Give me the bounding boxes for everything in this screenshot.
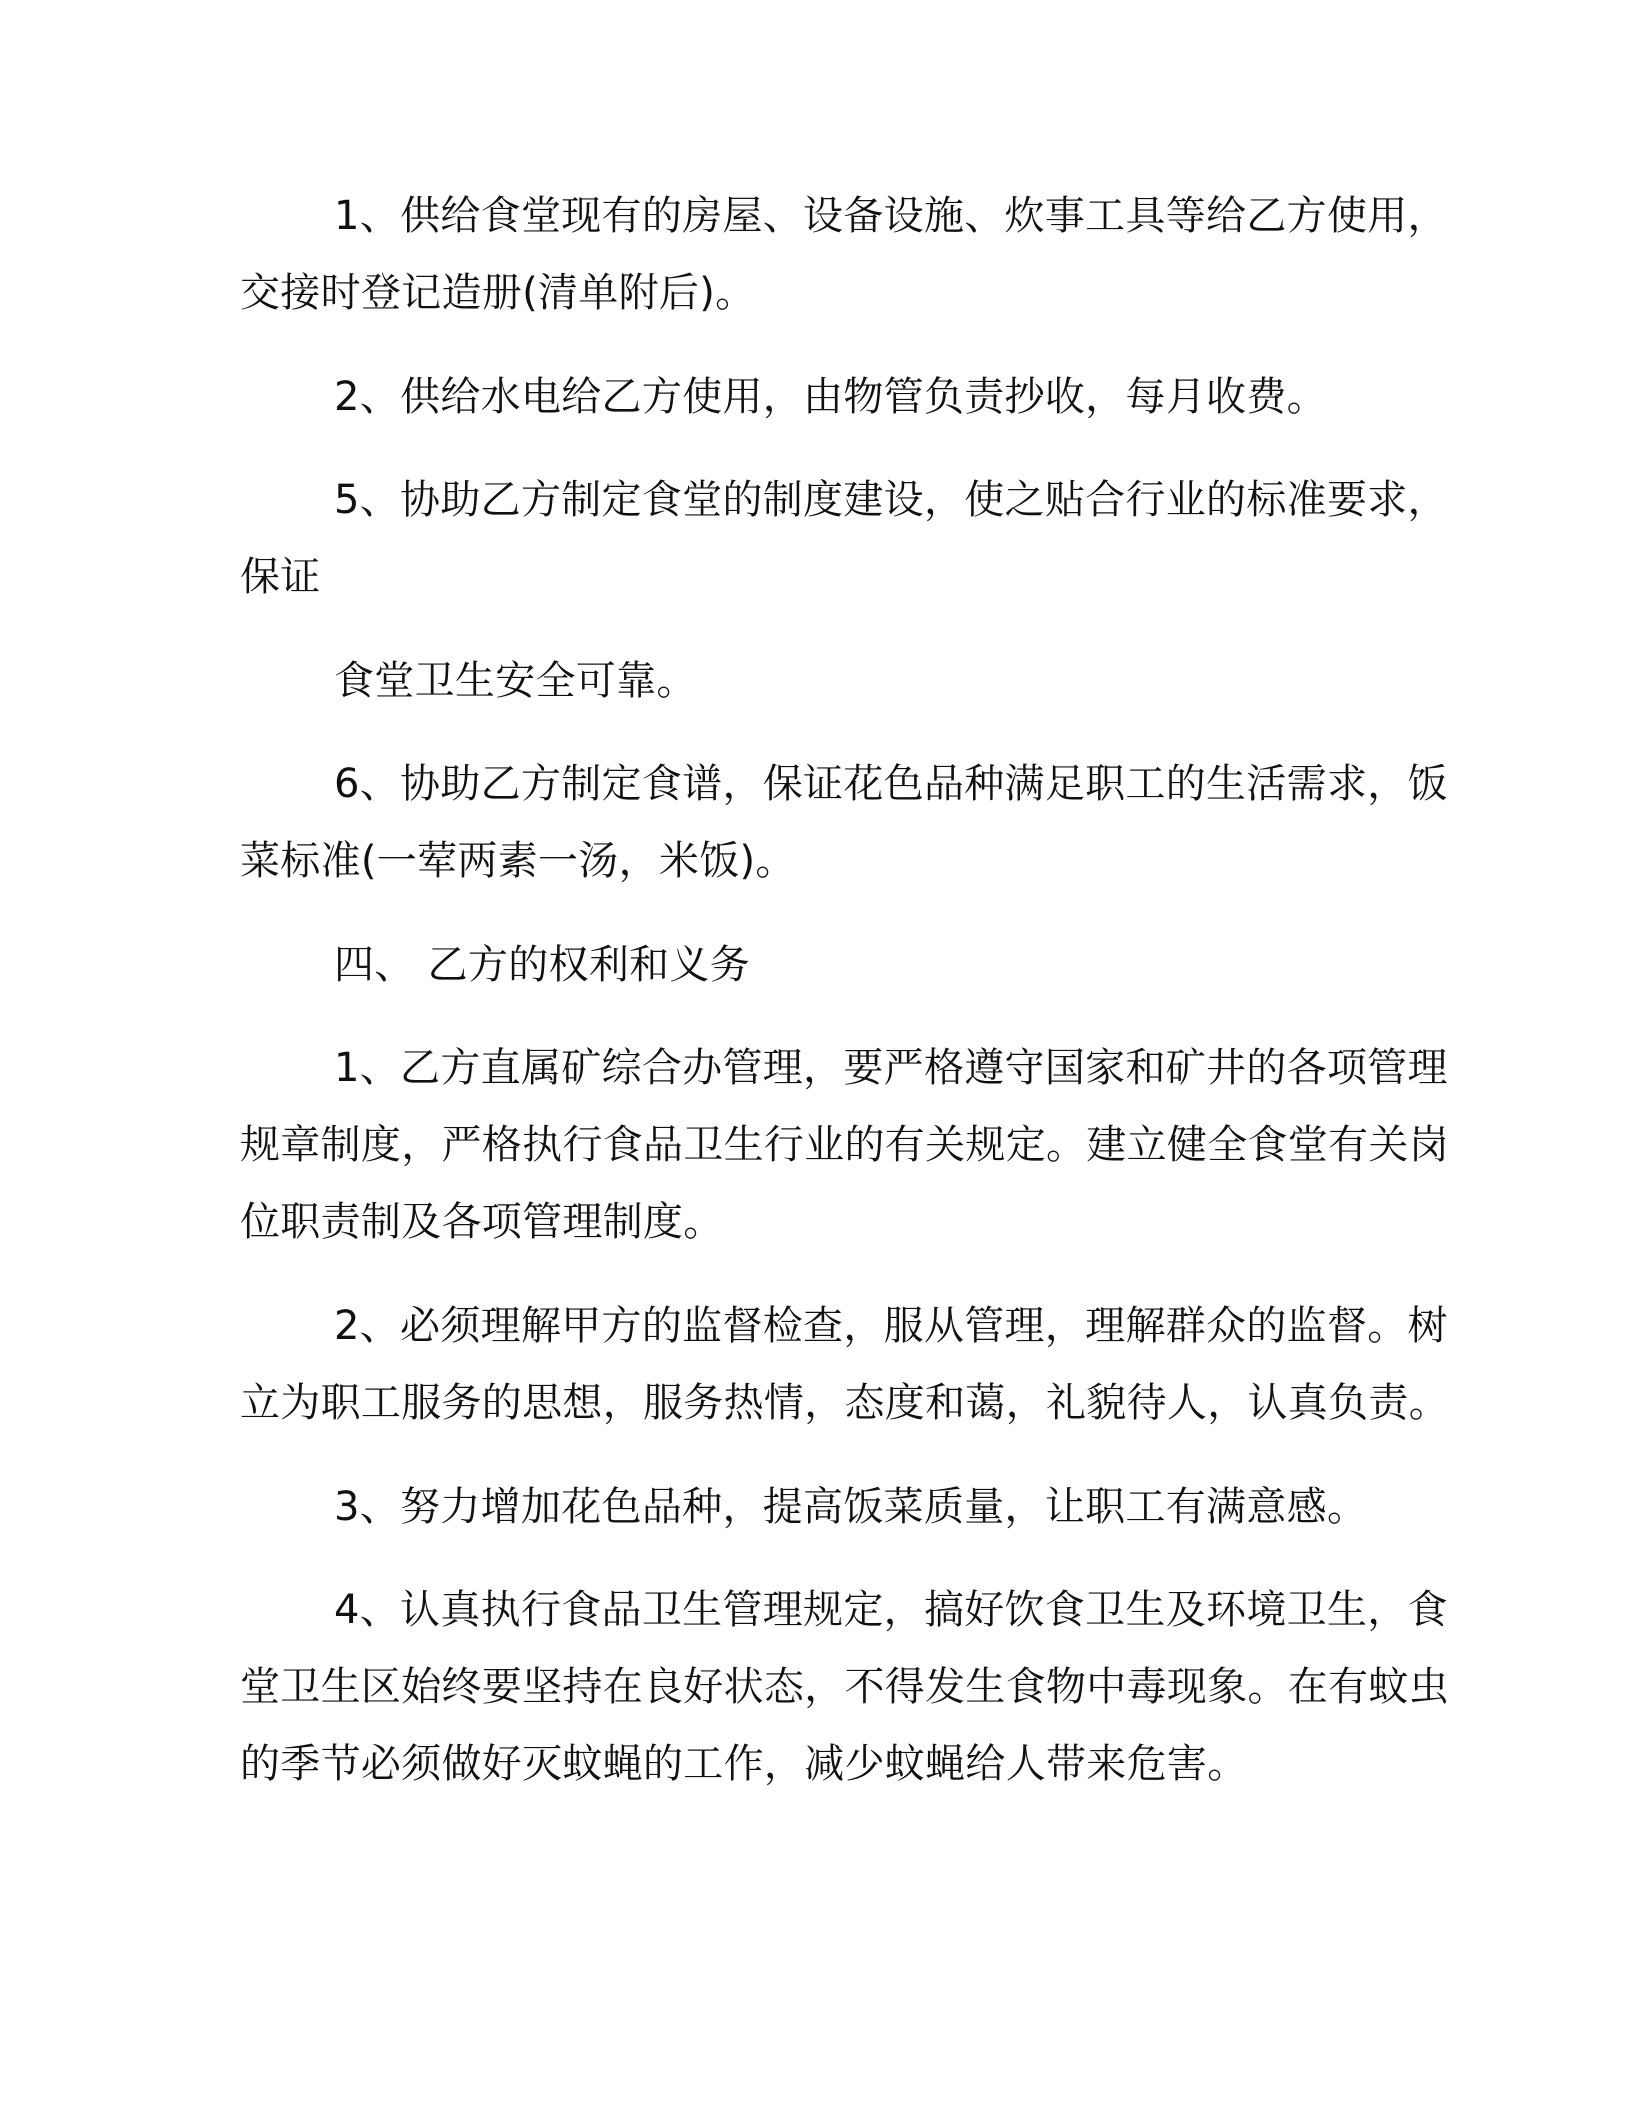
section-heading — [240, 927, 1360, 1004]
text-line: 2、必须理解甲方的监督检查，服从管理，理解群众的监督。树 — [334, 1303, 1448, 1349]
text-line: 堂卫生区始终要坚持在良好状态，不得发生食物中毒现象。在有蚊虫 — [240, 1664, 1449, 1710]
text-line: 交接时登记造册(清单附后)。 — [240, 270, 756, 316]
text-line: 的季节必须做好灭蚊蝇的工作，减少蚊蝇给人带来危害。 — [240, 1741, 1248, 1787]
text-line: 立为职工服务的思想，服务热情，态度和蔼，礼貌待人，认真负责。 — [240, 1380, 1449, 1426]
paragraph-7 — [240, 1030, 1449, 1261]
text-line: 菜标准(一荤两素一汤，米饭)。 — [240, 838, 796, 884]
text-line: 1、供给食堂现有的房屋、设备设施、炊事工具等给乙方使用， — [334, 193, 1448, 239]
text-line: 6、协助乙方制定食谱，保证花色品种满足职工的生活需求，饭 — [334, 761, 1448, 807]
text-line: 四、 乙方的权利和义务 — [334, 942, 751, 988]
paragraph-10 — [240, 1572, 1449, 1803]
paragraph-9 — [240, 1469, 1368, 1546]
paragraph-4 — [240, 643, 1360, 720]
text-line: 3、努力增加花色品种，提高饭菜质量，让职工有满意感。 — [334, 1484, 1368, 1530]
text-line: 保证 — [240, 554, 321, 600]
paragraph-8 — [240, 1288, 1449, 1442]
text-line: 5、协助乙方制定食堂的制度建设，使之贴合行业的标准要求， — [334, 477, 1448, 523]
text-line: 4、认真执行食品卫生管理规定，搞好饮食卫生及环境卫生，食 — [334, 1587, 1448, 1633]
paragraph-3 — [240, 462, 1448, 616]
text-line: 规章制度，严格执行食品卫生行业的有关规定。建立健全食堂有关岗 — [240, 1122, 1449, 1168]
text-line: 2、供给水电给乙方使用，由物管负责抄收，每月收费。 — [334, 374, 1327, 420]
paragraph-5 — [240, 746, 1448, 900]
paragraph-1 — [240, 178, 1448, 332]
text-line: 1、乙方直属矿综合办管理，要严格遵守国家和矿井的各项管理 — [334, 1045, 1448, 1091]
text-line: 食堂卫生安全可靠。 — [334, 658, 697, 704]
paragraph-2 — [240, 359, 1360, 436]
text-line: 位职责制及各项管理制度。 — [240, 1199, 724, 1245]
